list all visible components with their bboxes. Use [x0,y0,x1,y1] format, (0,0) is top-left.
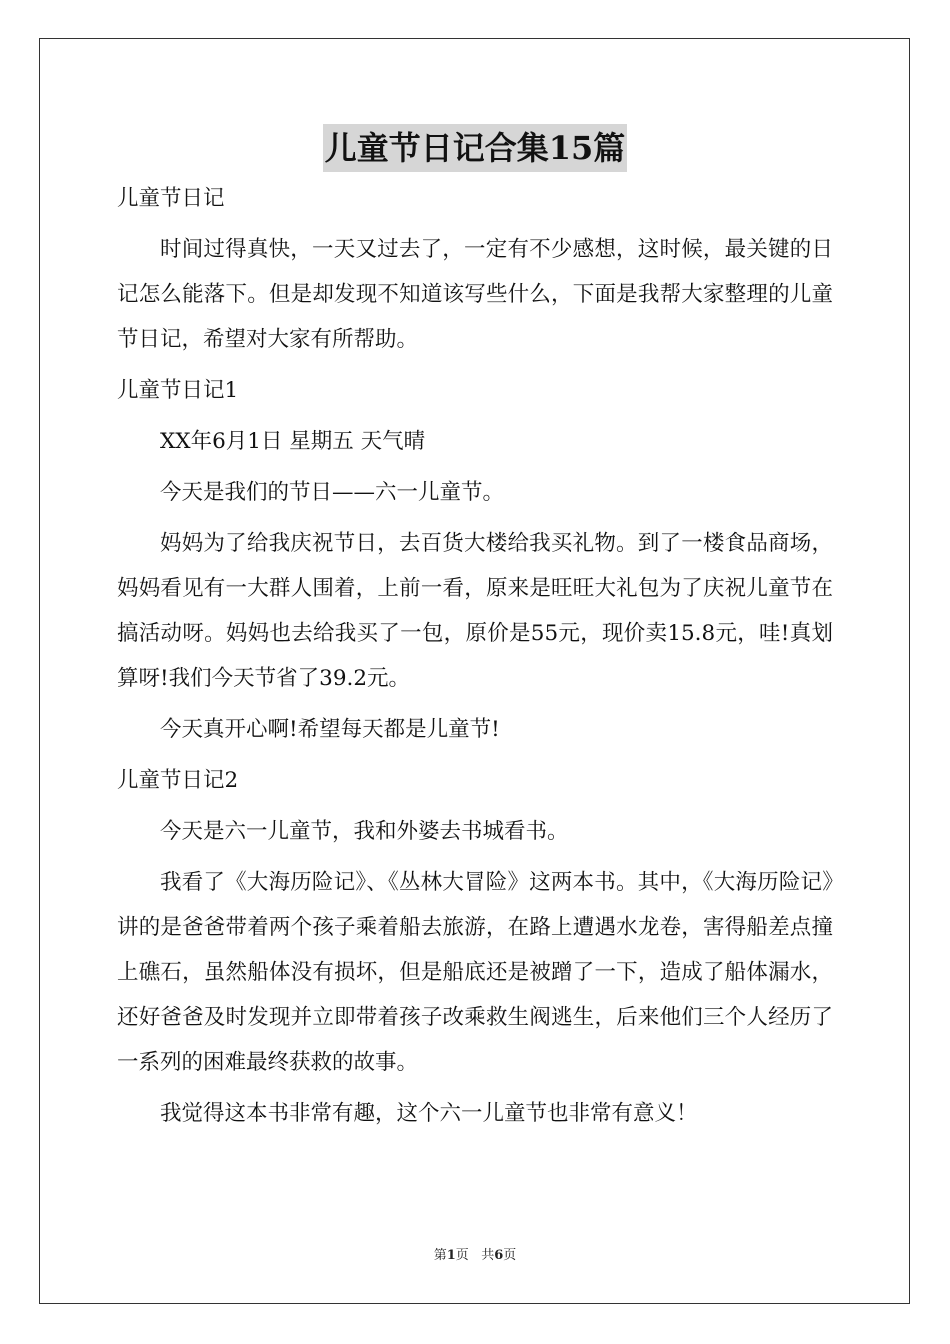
document-body [117,176,833,1142]
total-label-pre: 共 [481,1248,495,1263]
paragraph: 今天是六一儿童节，我和外婆去书城看书。 [160,819,569,844]
page-total: 6 [494,1248,504,1263]
page-label-pre: 第 [433,1248,447,1263]
paragraph: XX年6月1日 星期五 天气晴 [160,429,426,454]
paragraph: 时间过得真快，一天又过去了，一定有不少感想，这时候，最关键的日记怎么能落下。但是却发现不知道该写些什么，下面是我帮大家整理的儿童节日记，希望对大家有所帮助。 [117,237,833,352]
section-heading: 儿童节日记 [117,186,225,211]
document-title: 儿童节日记合集15篇 [323,124,628,172]
total-label-post: 页 [503,1248,517,1263]
title-container [0,124,950,172]
paragraph: 我觉得这本书非常有趣，这个六一儿童节也非常有意义！ [160,1101,698,1126]
paragraph: 妈妈为了给我庆祝节日，去百货大楼给我买礼物。到了一楼食品商场，妈妈看见有一大群人围着，上前一看，原来是旺旺大礼包为了庆祝儿童节在搞活动呀。妈妈也去给我买了一包，原价是55元，现价卖15.8元，哇!真划算呀!我们今天节省了39.2元。 [117,531,833,691]
page-label-post: 页 [455,1248,469,1263]
paragraph: 今天是我们的节日——六一儿童节。 [160,480,505,505]
section-heading: 儿童节日记2 [117,768,239,793]
page-number: 1 [446,1248,456,1263]
section-heading: 儿童节日记1 [117,378,239,403]
paragraph: 我看了《大海历险记》、《丛林大冒险》这两本书。其中，《大海历险记》讲的是爸爸带着两个孩子乘着船去旅游，在路上遭遇水龙卷，害得船差点撞上礁石，虽然船体没有损坏，但是船底还是被蹭了一下，造成了船体漏水，还好爸爸及时发现并立即带着孩子改乘救生阀逃生，后来他们三个人经历了一系列的困难最终获救的故事。 [117,870,833,1075]
page-footer [0,1246,950,1266]
paragraph: 今天真开心啊!希望每天都是儿童节! [160,717,500,742]
